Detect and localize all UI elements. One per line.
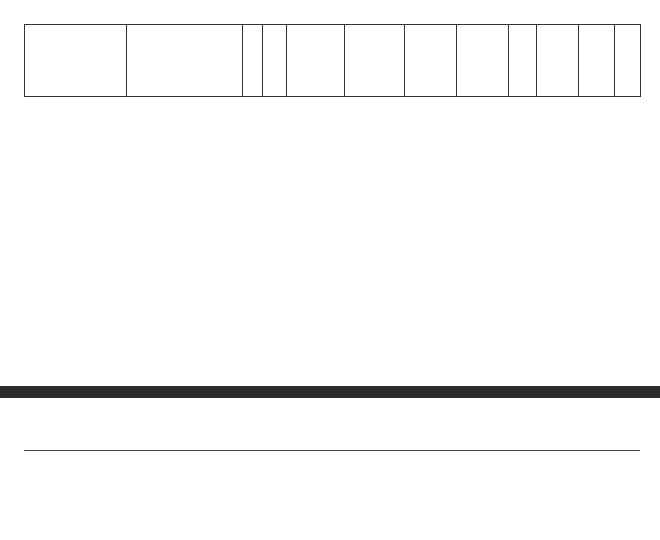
header-name (25, 25, 127, 97)
page-gap (0, 348, 660, 386)
header-rule (24, 450, 640, 451)
header-change-reason (537, 25, 579, 97)
table-header-row (25, 25, 641, 97)
header-shares-end (457, 25, 509, 97)
header-related-party (615, 25, 641, 97)
page-separator-bar (0, 386, 660, 398)
header-shares-change (509, 25, 537, 97)
header-gender (243, 25, 263, 97)
header-term-end (345, 25, 405, 97)
header-shares-begin (405, 25, 457, 97)
header-term-start (287, 25, 345, 97)
header-age (263, 25, 287, 97)
header-position (127, 25, 243, 97)
header-compensation (579, 25, 615, 97)
director-table (24, 24, 641, 97)
